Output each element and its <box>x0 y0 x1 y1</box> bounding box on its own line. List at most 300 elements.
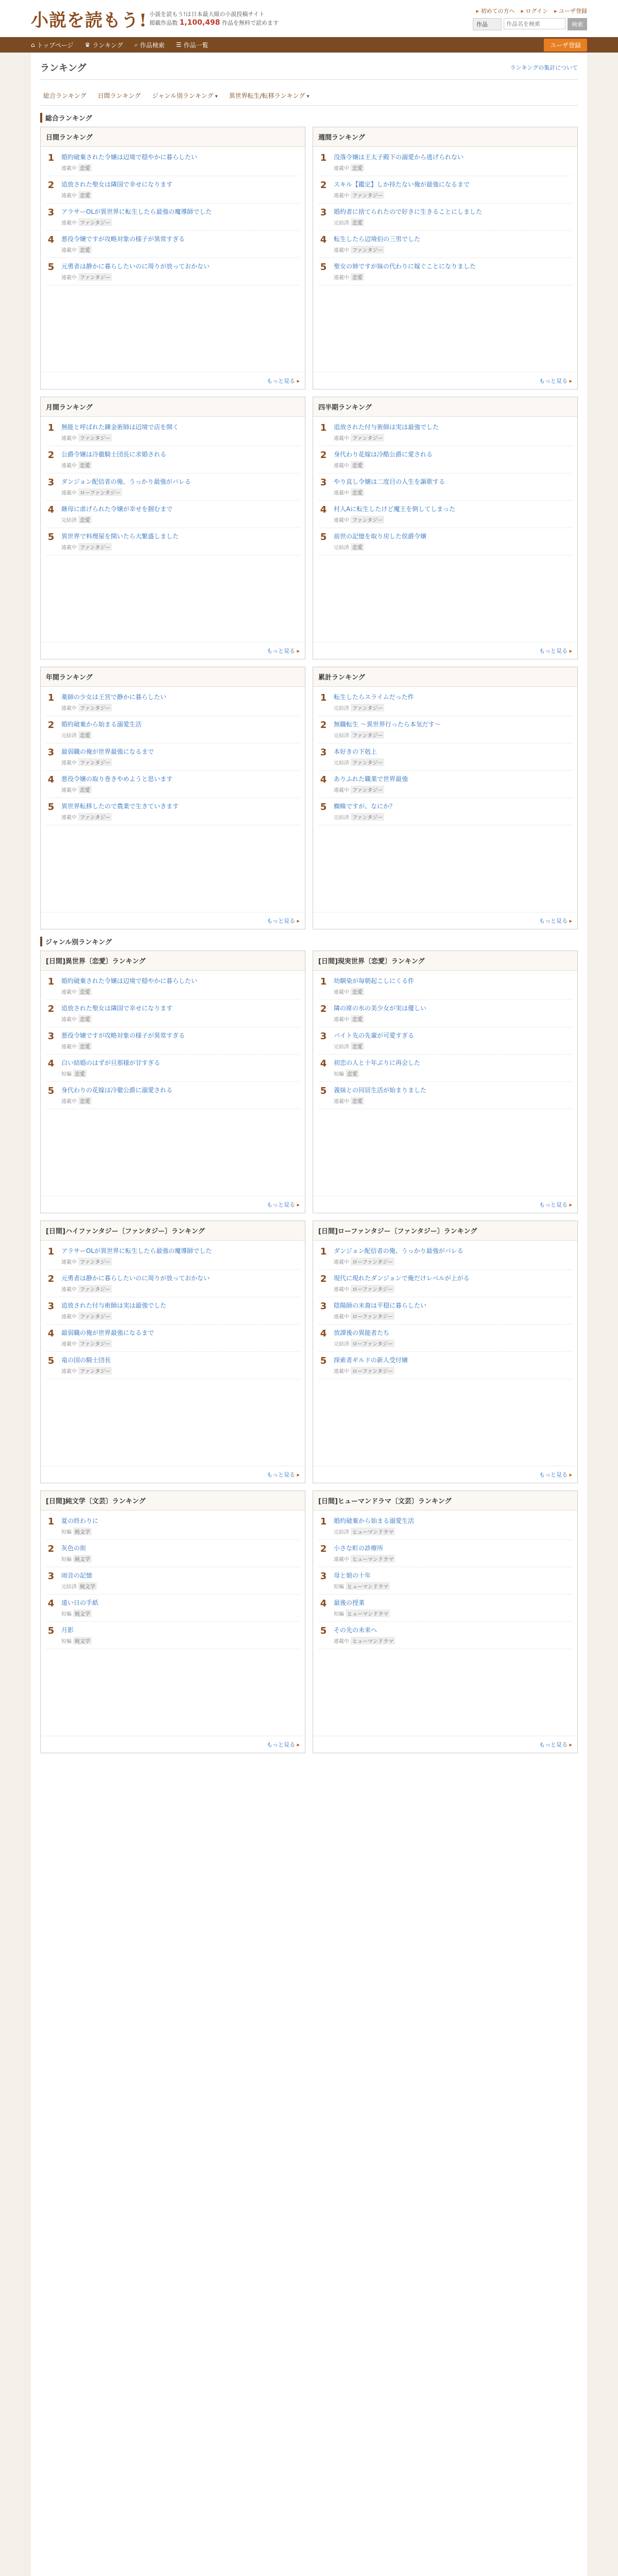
genre-tag[interactable]: 恋愛 <box>346 1070 359 1077</box>
genre-tag[interactable]: 恋愛 <box>78 786 92 793</box>
more-link[interactable]: もっと見る ▸ <box>313 1466 577 1483</box>
list-item <box>46 258 300 285</box>
novel-status: 連載中 <box>61 1287 77 1293</box>
list-item <box>318 501 572 528</box>
genre-tag[interactable]: 恋愛 <box>351 461 364 469</box>
novel-status: 連載中 <box>61 1044 77 1050</box>
search-button[interactable]: 検索 <box>568 18 587 30</box>
top-link-login[interactable]: ▸ ログイン <box>521 7 547 15</box>
genre-tag[interactable]: 恋愛 <box>78 1042 92 1050</box>
tab-genre[interactable]: ジャンル別ランキング ▾ <box>152 91 217 100</box>
rank-body <box>61 1059 300 1077</box>
genre-tag[interactable]: ローファンタジー <box>351 1258 394 1265</box>
novel-status: 連載中 <box>334 193 349 199</box>
novel-meta <box>61 1582 300 1590</box>
genre-tag[interactable]: 恋愛 <box>78 1015 92 1023</box>
ranking-box-title: 日間ランキング <box>41 127 305 147</box>
list-item <box>46 1297 300 1325</box>
genre-tag[interactable]: 恋愛 <box>351 988 364 995</box>
novel-meta <box>61 988 300 995</box>
ranking-box-title: 四半期ランキング <box>313 397 577 417</box>
overall-ranking-grid <box>40 127 578 929</box>
novel-title-link[interactable]: アラサーOLが異世界に転生したら最強の魔導師でした <box>61 208 212 215</box>
novel-title-link[interactable]: 隣の席の氷の美少女が実は優しい <box>334 1005 427 1012</box>
novel-title-link[interactable]: 追放された聖女は隣国で幸せになります <box>61 181 173 188</box>
genre-tag[interactable]: 恋愛 <box>351 164 364 172</box>
genre-tag[interactable]: 純文学 <box>73 1528 92 1535</box>
tab-overall[interactable]: 総合ランキング <box>43 92 87 99</box>
genre-tag[interactable]: ヒューマンドラマ <box>351 1637 395 1645</box>
rank-number: 4 <box>320 1598 327 1609</box>
genre-tag[interactable]: 恋愛 <box>78 461 92 469</box>
novel-meta <box>334 1312 572 1320</box>
list-item <box>46 716 300 743</box>
search-row <box>473 18 587 30</box>
genre-tag[interactable]: ファンタジー <box>351 246 384 253</box>
novel-meta <box>61 434 300 442</box>
novel-title-link[interactable]: 小さな町の診療所 <box>334 1545 384 1552</box>
rank-body <box>61 720 300 739</box>
novel-status: 完結済 <box>334 221 349 226</box>
novel-status: 連載中 <box>61 463 77 469</box>
list-item <box>46 1243 300 1270</box>
list-item <box>46 1595 300 1622</box>
more-link[interactable]: もっと見る ▸ <box>41 642 305 659</box>
novel-status: 連載中 <box>61 788 77 793</box>
search-type-select[interactable]: 作品 <box>473 18 502 30</box>
novel-title-link[interactable]: 幼馴染が毎朝起こしにくる件 <box>334 977 415 985</box>
genre-tag[interactable]: ファンタジー <box>351 191 384 199</box>
novel-title-link[interactable]: 探索者ギルドの新人受付嬢 <box>334 1357 408 1364</box>
rank-body <box>334 802 572 821</box>
tab-daily[interactable]: 日間ランキング <box>97 92 141 99</box>
novel-meta <box>61 246 300 253</box>
list-item <box>318 419 572 446</box>
intro-count: 1,100,498 <box>179 18 220 27</box>
novel-status: 連載中 <box>61 248 77 253</box>
genre-tag[interactable]: 恋愛 <box>78 164 92 172</box>
genre-tag[interactable]: 恋愛 <box>351 273 364 281</box>
novel-meta <box>334 488 572 496</box>
genre-tag[interactable]: 純文学 <box>78 1582 97 1590</box>
rank-number: 4 <box>47 1328 55 1339</box>
list-item <box>318 743 572 771</box>
rank-number: 1 <box>47 152 55 163</box>
novel-title-link[interactable]: 竜の国の騎士団長 <box>61 1357 111 1364</box>
novel-status: 完結済 <box>61 733 77 739</box>
novel-title-link[interactable]: 遠い日の手紙 <box>61 1599 99 1606</box>
novel-meta <box>334 516 572 523</box>
rank-body <box>61 235 300 253</box>
nav-list[interactable] <box>176 41 209 49</box>
more-link[interactable]: もっと見る ▸ <box>41 1196 305 1213</box>
novel-title-link[interactable]: 白い結婚のはずが旦那様が甘すぎる <box>61 1059 161 1066</box>
novel-title-link[interactable]: 母と娘の十年 <box>334 1572 371 1579</box>
genre-tag[interactable]: ヒューマンドラマ <box>351 1555 395 1563</box>
intro-line2: 作品を無料で読めます <box>221 19 279 26</box>
genre-tag[interactable]: ローファンタジー <box>351 1312 394 1320</box>
novel-meta <box>61 1340 300 1347</box>
list-item <box>318 716 572 743</box>
novel-title-link[interactable]: 放課後の異能者たち <box>334 1329 390 1336</box>
list-item <box>46 973 300 1000</box>
rank-body <box>334 423 572 442</box>
genre-tag[interactable]: ファンタジー <box>78 218 112 226</box>
novel-meta <box>61 704 300 711</box>
genre-tag[interactable]: ファンタジー <box>351 704 384 711</box>
novel-status: 連載中 <box>61 1369 77 1375</box>
list-item <box>318 1540 572 1567</box>
novel-status: 短編 <box>61 1639 72 1645</box>
list-item <box>318 528 572 555</box>
novel-title-link[interactable]: 最後の授業 <box>334 1599 365 1606</box>
genre-tag[interactable]: ファンタジー <box>78 758 112 766</box>
section-genre-heading: ジャンル別ランキング <box>40 937 578 946</box>
genre-tag[interactable]: ファンタジー <box>78 704 112 711</box>
more-link[interactable]: もっと見る ▸ <box>313 1736 577 1753</box>
rank-number: 4 <box>320 774 327 785</box>
page-head <box>40 61 578 80</box>
list-item <box>318 149 572 176</box>
novel-meta <box>61 1015 300 1023</box>
novel-meta <box>61 731 300 739</box>
novel-title-link[interactable]: 婚約破棄された令嬢は辺境で穏やかに暮らしたい <box>61 977 198 985</box>
topbar <box>0 0 618 37</box>
section-overall-heading: 総合ランキング <box>40 113 578 123</box>
novel-title-link[interactable]: 公爵令嬢は冷徹騎士団長に求婚される <box>61 451 167 458</box>
more-link[interactable]: もっと見る ▸ <box>41 1466 305 1483</box>
novel-title-link[interactable]: 雨音の記憶 <box>61 1572 93 1579</box>
novel-meta <box>334 164 572 172</box>
genre-tag[interactable]: 恋愛 <box>78 246 92 253</box>
novel-title-link[interactable]: 転生したらスライムだった件 <box>334 693 414 701</box>
novel-title-link[interactable]: 村人Aに転生したけど魔王を倒してしまった <box>334 505 456 513</box>
main-nav <box>0 37 618 53</box>
novel-title-link[interactable]: 最弱職の俺が世界最強になるまで <box>61 1329 154 1336</box>
list-item <box>318 1027 572 1055</box>
novel-status: 連載中 <box>61 166 77 172</box>
rank-body <box>334 1086 572 1105</box>
ranking-list <box>41 1241 305 1466</box>
list-item <box>46 798 300 825</box>
novel-title-link[interactable]: 月影 <box>61 1626 74 1634</box>
novel-title-link[interactable]: 婚約破棄から始まる溺愛生活 <box>61 721 142 728</box>
rank-number: 5 <box>47 262 55 273</box>
rank-number: 5 <box>320 802 327 812</box>
novel-title-link[interactable]: 悪役令嬢ですが攻略対象の様子が異常すぎる <box>61 235 185 243</box>
novel-title-link[interactable]: 前世の記憶を取り戻した侯爵令嬢 <box>334 533 427 540</box>
more-link[interactable]: もっと見る ▸ <box>41 1736 305 1753</box>
novel-title-link[interactable]: アラサーOLが異世界に転生したら最強の魔導師でした <box>61 1247 212 1255</box>
novel-status: 連載中 <box>334 463 349 469</box>
novel-title-link[interactable]: 聖女の姉ですが妹の代わりに嫁ぐことになりました <box>334 263 476 270</box>
list-item <box>318 1325 572 1352</box>
rank-body <box>61 450 300 469</box>
novel-title-link[interactable]: その先の未来へ <box>334 1626 377 1634</box>
rank-number: 5 <box>320 1355 327 1366</box>
novel-status: 完結済 <box>334 545 349 551</box>
rank-number: 4 <box>320 1058 327 1069</box>
novel-title-link[interactable]: ダンジョン配信者の俺、うっかり最強がバレる <box>61 478 191 485</box>
rank-number: 4 <box>320 504 327 515</box>
list-item <box>46 176 300 204</box>
ranking-list <box>313 971 577 1196</box>
novel-meta <box>61 758 300 766</box>
rank-body <box>61 262 300 281</box>
novel-title-link[interactable]: 元勇者は静かに暮らしたいのに周りが放っておかない <box>61 1275 210 1282</box>
novel-title-link[interactable]: 没落令嬢は王太子殿下の溺愛から逃げられない <box>334 154 464 161</box>
novel-status: 連載中 <box>334 166 349 172</box>
nav-ranking[interactable] <box>85 41 123 49</box>
novel-meta <box>334 1042 572 1050</box>
novel-title-link[interactable]: 灰色の街 <box>61 1545 87 1552</box>
novel-meta <box>334 731 572 739</box>
tab-isekai[interactable]: 異世界転生/転移ランキング ▾ <box>229 91 310 100</box>
novel-meta <box>61 218 300 226</box>
ranking-box <box>313 397 578 659</box>
list-item <box>318 231 572 258</box>
rank-number: 1 <box>320 1246 327 1257</box>
novel-title-link[interactable]: 夏の終わりに <box>61 1517 99 1524</box>
genre-tag[interactable]: ファンタジー <box>351 813 384 821</box>
list-item <box>46 1567 300 1595</box>
ranking-box <box>313 1221 578 1483</box>
genre-tag[interactable]: 恋愛 <box>351 1015 364 1023</box>
novel-meta <box>61 1070 300 1077</box>
genre-tag[interactable]: 純文学 <box>73 1637 92 1645</box>
novel-meta <box>61 1637 300 1645</box>
home-icon: ⌂ <box>31 41 35 48</box>
novel-title-link[interactable]: 異世界転移したので農業で生きていきます <box>61 803 179 810</box>
list-item <box>318 1352 572 1379</box>
genre-tag[interactable]: 恋愛 <box>78 516 92 523</box>
rank-body <box>334 262 572 281</box>
genre-tag[interactable]: 恋愛 <box>351 1097 364 1105</box>
novel-meta <box>334 758 572 766</box>
novel-title-link[interactable]: 追放された聖女は隣国で幸せになります <box>61 1005 173 1012</box>
novel-title-link[interactable]: 身代わりの花嫁は冷徹公爵に溺愛される <box>61 1087 173 1094</box>
more-link[interactable]: もっと見る ▸ <box>313 642 577 659</box>
novel-title-link[interactable]: 異世界で料理屋を開いたら大繁盛しました <box>61 533 179 540</box>
ranking-box-title: [日間]ヒューマンドラマ〔文芸〕ランキング <box>313 1491 577 1511</box>
rank-body <box>334 775 572 793</box>
novel-title-link[interactable]: 継母に虐げられた令嬢が幸せを掴むまで <box>61 505 173 513</box>
rank-body <box>61 1329 300 1347</box>
list-item <box>46 1055 300 1082</box>
novel-title-link[interactable]: 初恋の人と十年ぶりに再会した <box>334 1059 421 1066</box>
rank-number: 1 <box>47 422 55 433</box>
rank-number: 4 <box>47 1058 55 1069</box>
genre-tag[interactable]: ローファンタジー <box>351 1340 394 1347</box>
rank-number: 3 <box>320 1301 327 1312</box>
rank-body <box>61 1599 300 1617</box>
search-input[interactable] <box>504 18 565 29</box>
ranking-box <box>40 1490 305 1753</box>
genre-tag[interactable]: ローファンタジー <box>78 488 122 496</box>
novel-title-link[interactable]: 本好きの下剋上 <box>334 748 377 755</box>
genre-tag[interactable]: ヒューマンドラマ <box>346 1582 390 1590</box>
genre-tag[interactable]: 恋愛 <box>351 218 364 226</box>
genre-tag[interactable]: ファンタジー <box>78 1340 112 1347</box>
genre-tag[interactable]: ファンタジー <box>78 1312 112 1320</box>
novel-status: 連載中 <box>334 436 349 442</box>
genre-tag[interactable]: ファンタジー <box>351 786 384 793</box>
novel-meta <box>334 786 572 793</box>
ranking-box-title: 月間ランキング <box>41 397 305 417</box>
genre-tag[interactable]: ファンタジー <box>78 1285 112 1293</box>
top-link-guide[interactable]: ▸ 初めての方へ <box>476 7 514 15</box>
genre-tag[interactable]: ファンタジー <box>78 1367 112 1375</box>
more-link[interactable]: もっと見る ▸ <box>41 372 305 389</box>
genre-tag[interactable]: ローファンタジー <box>351 1367 394 1375</box>
genre-tag[interactable]: 恋愛 <box>78 731 92 739</box>
rank-body <box>61 208 300 226</box>
novel-meta <box>334 1609 572 1617</box>
ranking-list <box>41 417 305 642</box>
rank-number: 5 <box>47 1625 55 1636</box>
more-link[interactable]: もっと見る ▸ <box>313 1196 577 1213</box>
ranking-box <box>40 1221 305 1483</box>
genre-tag[interactable]: ファンタジー <box>78 543 112 551</box>
list-item <box>318 689 572 716</box>
novel-title-link[interactable]: やり直し令嬢は二度目の人生を謳歌する <box>334 478 445 485</box>
novel-status: 連載中 <box>334 275 349 281</box>
genre-tag[interactable]: 純文学 <box>73 1609 92 1617</box>
novel-title-link[interactable]: 婚約破棄された令嬢は辺境で穏やかに暮らしたい <box>61 154 198 161</box>
novel-title-link[interactable]: 婚約破棄から始まる溺愛生活 <box>334 1517 415 1524</box>
novel-status: 連載中 <box>334 1369 349 1375</box>
novel-title-link[interactable]: 蜘蛛ですが、なにか？ <box>334 803 396 810</box>
novel-title-link[interactable]: 薬師の少女は王宮で静かに暮らしたい <box>61 693 167 701</box>
genre-tag[interactable]: ファンタジー <box>351 434 384 442</box>
novel-title-link[interactable]: 追放された付与術師は実は最強でした <box>61 1302 167 1309</box>
rank-body <box>334 532 572 551</box>
rank-number: 1 <box>47 976 55 987</box>
novel-title-link[interactable]: ありふれた職業で世界最強 <box>334 775 408 783</box>
ranking-box <box>40 127 305 389</box>
novel-status: 完結済 <box>334 1044 349 1050</box>
genre-tag[interactable]: ファンタジー <box>351 731 384 739</box>
genre-tag[interactable]: ローファンタジー <box>351 1285 394 1293</box>
ranking-tab-bar <box>40 86 578 106</box>
novel-title-link[interactable]: 最弱職の俺が世界最強になるまで <box>61 748 154 755</box>
ranking-list <box>41 971 305 1196</box>
list-item <box>318 1055 572 1082</box>
ranking-help-link[interactable]: ランキングの集計について <box>510 64 578 71</box>
rank-number: 5 <box>320 262 327 273</box>
genre-tag[interactable]: 恋愛 <box>73 1070 87 1077</box>
novel-meta <box>334 1582 572 1590</box>
novel-title-link[interactable]: 悪役令嬢の取り巻きやめようと思います <box>61 775 173 783</box>
novel-title-link[interactable]: 義妹との同居生活が始まりました <box>334 1087 427 1094</box>
novel-title-link[interactable]: 元勇者は静かに暮らしたいのに周りが放っておかない <box>61 263 210 270</box>
novel-status: 連載中 <box>61 193 77 199</box>
novel-status: 完結済 <box>334 1530 349 1535</box>
novel-status: 完結済 <box>61 518 77 523</box>
ranking-list <box>313 687 577 912</box>
novel-title-link[interactable]: 身代わり花嫁は冷酷公爵に愛される <box>334 451 433 458</box>
novel-title-link[interactable]: ダンジョン配信者の俺、うっかり最強がバレる <box>334 1247 464 1255</box>
novel-title-link[interactable]: 悪役令嬢ですが攻略対象の様子が異常すぎる <box>61 1032 185 1039</box>
rank-number: 1 <box>47 692 55 703</box>
novel-title-link[interactable]: 婚約者に捨てられたので好きに生きることにしました <box>334 208 483 215</box>
list-item <box>318 258 572 285</box>
genre-tag[interactable]: ファンタジー <box>351 758 384 766</box>
ranking-list <box>313 417 577 642</box>
genre-tag[interactable]: ファンタジー <box>351 516 384 523</box>
novel-title-link[interactable]: 陰陽師の末裔は平穏に暮らしたい <box>334 1302 427 1309</box>
site-logo[interactable]: 小説を読もう! <box>31 10 147 31</box>
genre-tag[interactable]: 恋愛 <box>351 1042 364 1050</box>
novel-title-link[interactable]: 追放された付与術師は実は最強でした <box>334 423 439 431</box>
rank-body <box>61 505 300 523</box>
novel-title-link[interactable]: 無職転生 ～異世界行ったら本気だす～ <box>334 721 441 728</box>
genre-tag[interactable]: 恋愛 <box>351 543 364 551</box>
novel-title-link[interactable]: 現代に現れたダンジョンで俺だけレベルが上がる <box>334 1275 470 1282</box>
genre-tag[interactable]: ファンタジー <box>78 1258 112 1265</box>
rank-body <box>334 180 572 199</box>
top-link-register[interactable]: ▸ ユーザ登録 <box>554 7 587 15</box>
genre-tag[interactable]: 恋愛 <box>78 1097 92 1105</box>
novel-status: 連載中 <box>61 545 77 551</box>
more-link[interactable]: もっと見る ▸ <box>313 912 577 929</box>
genre-tag[interactable]: ファンタジー <box>78 813 112 821</box>
novel-title-link[interactable]: 転生したら辺境伯の三男でした <box>334 235 421 243</box>
rank-number: 1 <box>47 1246 55 1257</box>
genre-tag[interactable]: ファンタジー <box>78 273 112 281</box>
user-register-button[interactable]: ユーザ登録 <box>544 39 587 52</box>
list-item <box>46 204 300 231</box>
genre-tag[interactable]: ファンタジー <box>78 434 112 442</box>
novel-status: 連載中 <box>334 518 349 523</box>
list-item <box>46 771 300 798</box>
novel-status: 短編 <box>334 1072 344 1077</box>
rank-number: 5 <box>47 532 55 543</box>
genre-tag[interactable]: 恋愛 <box>351 488 364 496</box>
rank-body <box>61 1274 300 1293</box>
more-link[interactable]: もっと見る ▸ <box>41 912 305 929</box>
novel-title-link[interactable]: バイト先の先輩が可愛すぎる <box>334 1032 415 1039</box>
novel-title-link[interactable]: スキル【鑑定】しか持たない俺が最強になるまで <box>334 181 470 188</box>
ranking-box-title: [日間]現実世界〔恋愛〕ランキング <box>313 951 577 971</box>
main-content <box>31 53 587 2576</box>
nav-top[interactable] <box>31 41 74 49</box>
nav-search[interactable] <box>134 41 165 49</box>
nav-list-label: 作品一覧 <box>183 41 209 49</box>
novel-status: 連載中 <box>334 788 349 793</box>
more-link[interactable]: もっと見る ▸ <box>313 372 577 389</box>
list-item <box>318 771 572 798</box>
genre-tag[interactable]: ヒューマンドラマ <box>346 1609 390 1617</box>
genre-tag[interactable]: 恋愛 <box>78 988 92 995</box>
ranking-box <box>40 951 305 1213</box>
novel-meta <box>61 516 300 523</box>
list-item <box>46 1000 300 1027</box>
rank-body <box>334 1301 572 1320</box>
rank-body <box>61 423 300 442</box>
genre-tag[interactable]: 恋愛 <box>78 191 92 199</box>
novel-title-link[interactable]: 無能と呼ばれた錬金術師は辺境で店を開く <box>61 423 179 431</box>
genre-tag[interactable]: 純文学 <box>73 1555 92 1563</box>
ranking-box-title: [日間]ハイファンタジー〔ファンタジー〕ランキング <box>41 1221 305 1241</box>
genre-tag[interactable]: ヒューマンドラマ <box>351 1528 395 1535</box>
novel-status: 連載中 <box>334 1099 349 1105</box>
rank-number: 3 <box>47 1301 55 1312</box>
novel-status: 連載中 <box>61 815 77 821</box>
rank-number: 2 <box>47 180 55 191</box>
list-item <box>318 1000 572 1027</box>
ranking-list <box>41 687 305 912</box>
